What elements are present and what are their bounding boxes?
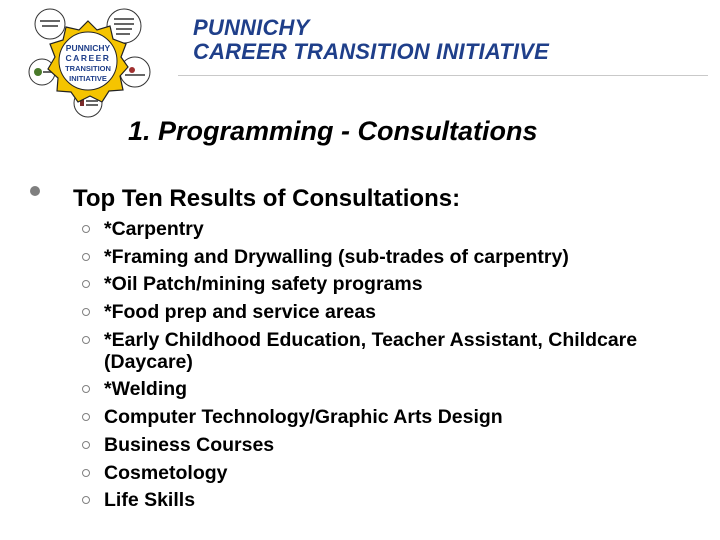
list-item xyxy=(82,434,694,456)
list-item xyxy=(82,406,694,428)
list-item-text: *Early Childhood Education, Teacher Assistant, Childcare (Daycare) xyxy=(104,328,638,373)
list-item-text: Business Courses xyxy=(104,433,275,456)
hollow-bullet-icon xyxy=(82,496,90,504)
hollow-bullet-icon xyxy=(82,441,90,449)
list-item xyxy=(82,378,694,400)
list-item-text: Computer Technology/Graphic Arts Design xyxy=(104,406,503,429)
main-point: Top Ten Results of Consultations: xyxy=(73,185,461,212)
header-line-2: CAREER TRANSITION INITIATIVE xyxy=(193,39,549,64)
header-line-1: PUNNICHY xyxy=(193,15,310,40)
punnichy-logo xyxy=(28,6,152,118)
list-item-text: Life Skills xyxy=(104,489,196,512)
list-item-text: *Food prep and service areas xyxy=(104,301,377,324)
list-item-text: *Framing and Drywalling (sub-trades of carpentry) xyxy=(104,245,569,268)
hollow-bullet-icon xyxy=(82,280,90,288)
main-bullet-row xyxy=(30,184,40,196)
header-title xyxy=(193,16,549,64)
hollow-bullet-icon xyxy=(82,469,90,477)
hollow-bullet-icon xyxy=(82,336,90,344)
hollow-bullet-icon xyxy=(82,308,90,316)
hollow-bullet-icon xyxy=(82,225,90,233)
list-item-text: *Oil Patch/mining safety programs xyxy=(104,273,423,296)
hollow-bullet-icon xyxy=(82,413,90,421)
slide-title: 1. Programming - Consultations xyxy=(128,116,538,146)
list-item xyxy=(82,329,644,373)
logo-text-2: CAREER xyxy=(65,53,111,63)
list-item xyxy=(82,462,694,484)
list-item xyxy=(82,218,694,240)
list-item-text: *Welding xyxy=(104,378,188,401)
list-item xyxy=(82,273,694,295)
partner-circle-top-left xyxy=(35,9,65,39)
list-item xyxy=(82,489,694,511)
list-item-text: *Carpentry xyxy=(104,218,204,240)
logo-text-3: TRANSITION xyxy=(65,64,111,73)
results-list xyxy=(82,218,694,517)
header-divider xyxy=(178,75,708,76)
logo-text-4: INITIATIVE xyxy=(69,74,107,83)
list-item-text: Cosmetology xyxy=(104,461,228,484)
hollow-bullet-icon xyxy=(82,385,90,393)
list-item xyxy=(82,301,694,323)
hollow-bullet-icon xyxy=(82,253,90,261)
bullet-icon xyxy=(30,186,40,196)
list-item xyxy=(82,246,694,268)
logo-text-1: PUNNICHY xyxy=(65,43,111,53)
